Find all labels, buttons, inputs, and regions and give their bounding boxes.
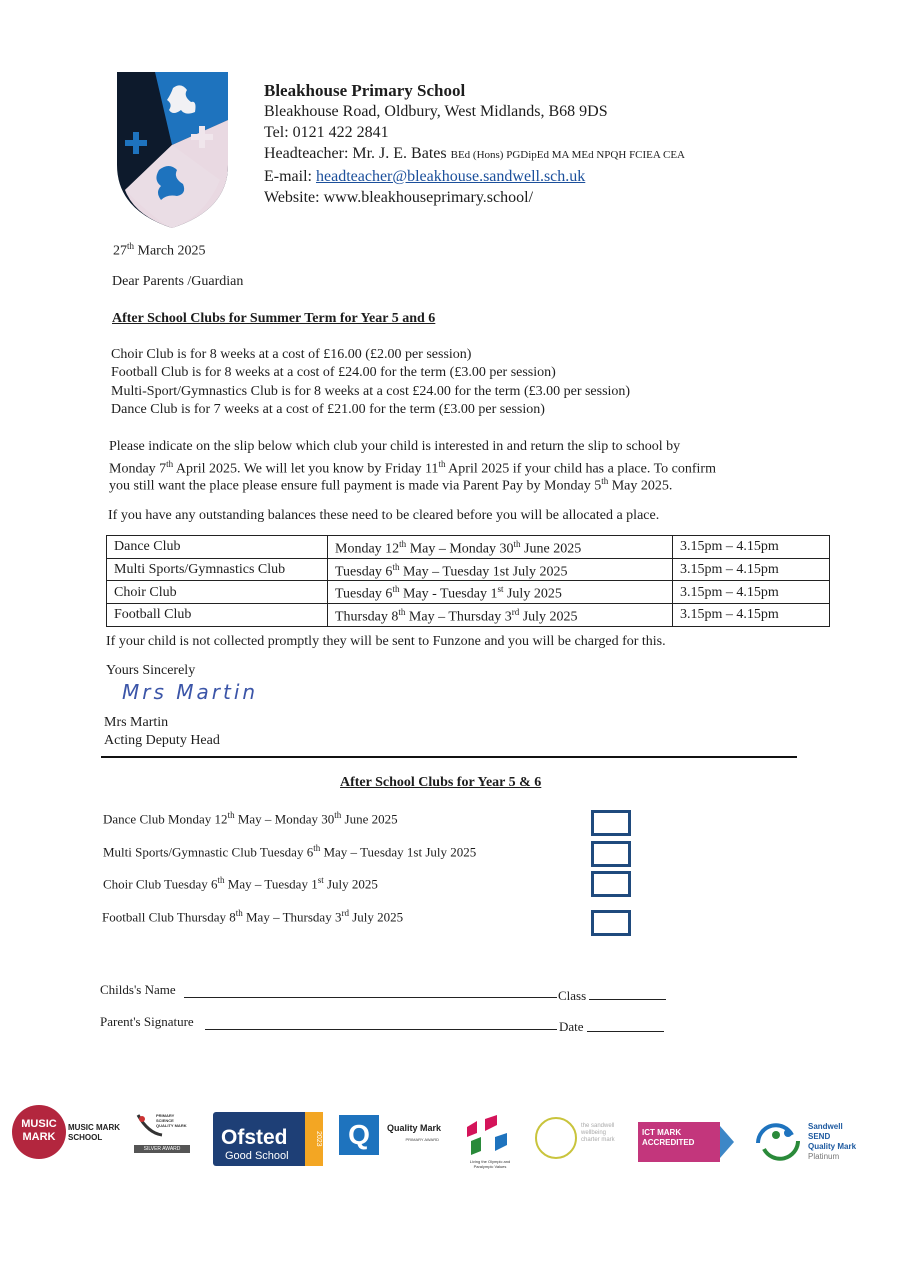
quality-mark-text: Quality Mark <box>387 1123 442 1133</box>
text-span: April 2025 if your child has a place. To confirm <box>445 461 716 477</box>
balances-notice: If you have any outstanding balances these need to be cleared before you will be allocated a place. <box>108 508 660 523</box>
text-span: April 2025. We will let you know by Friday 11 <box>173 461 439 477</box>
table-row <box>107 536 830 559</box>
email-line <box>264 166 685 187</box>
headteacher-qualifications: BEd (Hons) PGDipEd MA MEd NPQH FCIEA CEA <box>450 149 685 161</box>
email-link[interactable]: headteacher@bleakhouse.sandwell.sch.uk <box>315 168 586 185</box>
dance-club-checkbox[interactable] <box>591 810 631 836</box>
time-cell: 3.15pm – 4.15pm <box>673 581 830 604</box>
time-cell: 3.15pm – 4.15pm <box>673 536 830 559</box>
ordinal-suffix: th <box>392 561 400 572</box>
text-span: June 2025 <box>341 811 398 827</box>
music-mark-badge: MUSIC MARK <box>12 1105 66 1159</box>
ordinal-suffix: th <box>313 843 321 853</box>
text-span: Choir Club Tuesday 6 <box>103 876 218 892</box>
school-name: Bleakhouse Primary School <box>264 81 466 100</box>
ordinal-suffix: th <box>235 908 243 918</box>
psqm-text: PRIMARY SCIENCE QUALITY MARK <box>156 1113 187 1128</box>
quality-mark-logo <box>339 1105 444 1165</box>
send-figures-icon <box>754 1121 804 1163</box>
ict-mark-text: ICT MARK ACCREDITED <box>642 1128 695 1147</box>
club-cell: Dance Club <box>107 536 328 559</box>
slip-option-choir <box>103 871 378 893</box>
parent-signature-label: Parent's Signature <box>100 1014 194 1029</box>
table-row <box>107 558 830 581</box>
ordinal-suffix: rd <box>511 606 520 617</box>
time-cell: 3.15pm – 4.15pm <box>673 558 830 581</box>
ordinal-suffix: st <box>497 584 504 595</box>
date-rest: March 2025 <box>134 243 206 259</box>
text-span: Tuesday 6 <box>335 586 393 602</box>
multisport-club-checkbox[interactable] <box>591 841 631 867</box>
ordinal-suffix: th <box>601 476 609 486</box>
class-label: Class <box>558 988 587 1003</box>
science-quality-mark-logo <box>134 1105 192 1165</box>
ordinal-suffix: th <box>166 459 174 469</box>
table-row <box>107 603 830 626</box>
school-crest-logo <box>115 70 230 230</box>
handwritten-signature: Mrs Martin <box>122 680 259 704</box>
letter-heading: After School Clubs for Summer Term for Year 5 and 6 <box>112 311 436 326</box>
slip-heading: After School Clubs for Year 5 & 6 <box>340 775 542 790</box>
cost-line-choir: Choir Club is for 8 weeks at a cost of £16.00 (£2.00 per session) <box>111 347 472 362</box>
send-line-3: Quality Mark <box>808 1142 857 1151</box>
salutation: Dear Parents /Guardian <box>112 274 244 289</box>
london-2012-icon <box>465 1113 513 1159</box>
send-line-1: Sandwell <box>808 1122 843 1131</box>
headteacher-name: Headteacher: Mr. J. E. Bates <box>264 145 447 162</box>
text-span: May – Monday 30 <box>234 811 335 827</box>
ordinal-suffix: rd <box>341 908 349 918</box>
slip-option-multisport <box>103 839 476 861</box>
ordinal-suffix: th <box>399 539 407 549</box>
ofsted-year-text: 2023 <box>305 1112 323 1166</box>
school-telephone: Tel: 0121 422 2841 <box>264 124 389 141</box>
text-span: May – Monday 30 <box>406 541 514 557</box>
club-cell: Football Club <box>107 603 328 626</box>
time-cell: 3.15pm – 4.15pm <box>673 603 830 626</box>
text-span: May 2025. <box>608 478 673 494</box>
text-span: May – Thursday 3 <box>405 609 512 625</box>
choir-club-checkbox[interactable] <box>591 871 631 897</box>
child-name-field[interactable] <box>184 996 557 998</box>
ordinal-suffix: th <box>217 875 225 885</box>
wellbeing-charter-logo <box>535 1105 620 1165</box>
text-span: July 2025 <box>503 586 562 602</box>
football-club-checkbox[interactable] <box>591 910 631 936</box>
text-span: May - Tuesday 1 <box>399 586 498 602</box>
dates-cell <box>328 558 673 581</box>
date-day: 27 <box>113 243 127 259</box>
text-span: June 2025 <box>520 541 582 557</box>
collection-notice: If your child is not collected promptly they will be sent to Funzone and you will be charged for this. <box>106 634 666 649</box>
slip-option-football <box>102 904 403 926</box>
text-span: May – Thursday 3 <box>242 909 342 925</box>
cost-line-dance: Dance Club is for 7 weeks at a cost of £21.00 for the term (£3.00 per session) <box>111 402 545 417</box>
parent-signature-field[interactable] <box>205 1028 557 1030</box>
cost-line-multisport: Multi-Sport/Gymnastics Club is for 8 weeks at a cost £24.00 for the term (£3.00 per session) <box>111 384 631 399</box>
website-line: Website: www.bleakhouseprimary.school/ <box>264 189 534 206</box>
clubs-schedule-table <box>106 535 830 627</box>
ordinal-suffix: th <box>227 810 235 820</box>
quality-q-icon: Q <box>339 1115 379 1155</box>
signer-name: Mrs Martin <box>104 715 169 730</box>
ordinal-suffix: th <box>513 539 521 549</box>
text-span: May – Tuesday 1 <box>224 876 318 892</box>
text-span: you still want the place please ensure full payment is made via Parent Pay by Monday 5 <box>109 478 602 494</box>
text-span: Dance Club Monday 12 <box>103 811 228 827</box>
letterhead <box>264 80 685 208</box>
music-mark-school-text: MUSIC MARK SCHOOL <box>68 1123 120 1142</box>
text-span: July 2025 <box>348 909 404 925</box>
cost-line-football: Football Club is for 8 weeks at a cost of £24.00 for the term (£3.00 per session) <box>111 365 556 380</box>
text-span: July 2025 <box>323 876 378 892</box>
ofsted-good-school-logo <box>213 1112 323 1166</box>
instructions-line-3 <box>109 472 672 496</box>
text-span: May – Tuesday 1st July 2025 <box>399 564 568 580</box>
date-field[interactable] <box>587 1030 664 1032</box>
send-text <box>808 1122 856 1162</box>
signer-title: Acting Deputy Head <box>104 733 220 748</box>
psqm-award-text: SILVER AWARD <box>134 1145 190 1153</box>
club-cell: Choir Club <box>107 581 328 604</box>
text-span: July 2025 <box>519 609 578 625</box>
text-span: Monday 12 <box>335 541 400 557</box>
olympic-values-text: Living the Olympic and Paralympic Values <box>469 1159 511 1169</box>
instructions-line-1: Please indicate on the slip below which club your child is interested in and return the slip to school by <box>109 439 681 454</box>
ordinal-suffix: th <box>334 810 342 820</box>
school-address: Bleakhouse Road, Oldbury, West Midlands, B68 9DS <box>264 103 608 120</box>
dates-cell <box>328 581 673 604</box>
dates-cell <box>328 603 673 626</box>
class-field[interactable] <box>589 998 666 1000</box>
text-span: Monday 7 <box>109 461 167 477</box>
email-label: E-mail: <box>264 168 312 185</box>
ordinal-suffix: th <box>392 584 400 595</box>
text-span: Thursday 8 <box>335 609 399 625</box>
text-span: Football Club Thursday 8 <box>102 909 236 925</box>
ict-mark-logo <box>638 1122 736 1162</box>
closing: Yours Sincerely <box>106 663 196 678</box>
send-line-2: SEND <box>808 1132 831 1141</box>
wellbeing-head-icon <box>535 1117 577 1159</box>
ofsted-sub-text: Good School <box>225 1150 289 1162</box>
ordinal-suffix: th <box>398 606 406 617</box>
send-line-4: Platinum <box>808 1152 840 1161</box>
text-span: Multi Sports/Gymnastic Club Tuesday 6 <box>103 844 314 860</box>
headteacher-line <box>264 143 685 166</box>
date-suffix: th <box>127 241 135 251</box>
send-quality-mark-logo <box>754 1105 869 1165</box>
ofsted-text: Ofsted <box>221 1126 288 1149</box>
club-cell: Multi Sports/Gymnastics Club <box>107 558 328 581</box>
date-label: Date <box>559 1019 584 1034</box>
quality-mark-sub-text: PRIMARY AWARD <box>405 1137 439 1142</box>
ordinal-suffix: st <box>317 875 324 885</box>
child-name-label: Childs's Name <box>100 982 176 997</box>
text-span: Tuesday 6 <box>335 564 393 580</box>
olympic-values-logo <box>462 1105 518 1169</box>
ict-arrow-icon <box>720 1126 734 1158</box>
text-span: May – Tuesday 1st July 2025 <box>320 844 477 860</box>
ordinal-suffix: th <box>438 459 446 469</box>
music-mark-logo <box>12 1105 120 1165</box>
slip-option-dance <box>103 806 398 828</box>
dates-cell <box>328 536 673 559</box>
letter-date <box>113 237 206 261</box>
wellbeing-text: the sandwell wellbeing charter mark <box>581 1123 615 1143</box>
cut-line-divider <box>101 756 797 758</box>
table-row <box>107 581 830 604</box>
